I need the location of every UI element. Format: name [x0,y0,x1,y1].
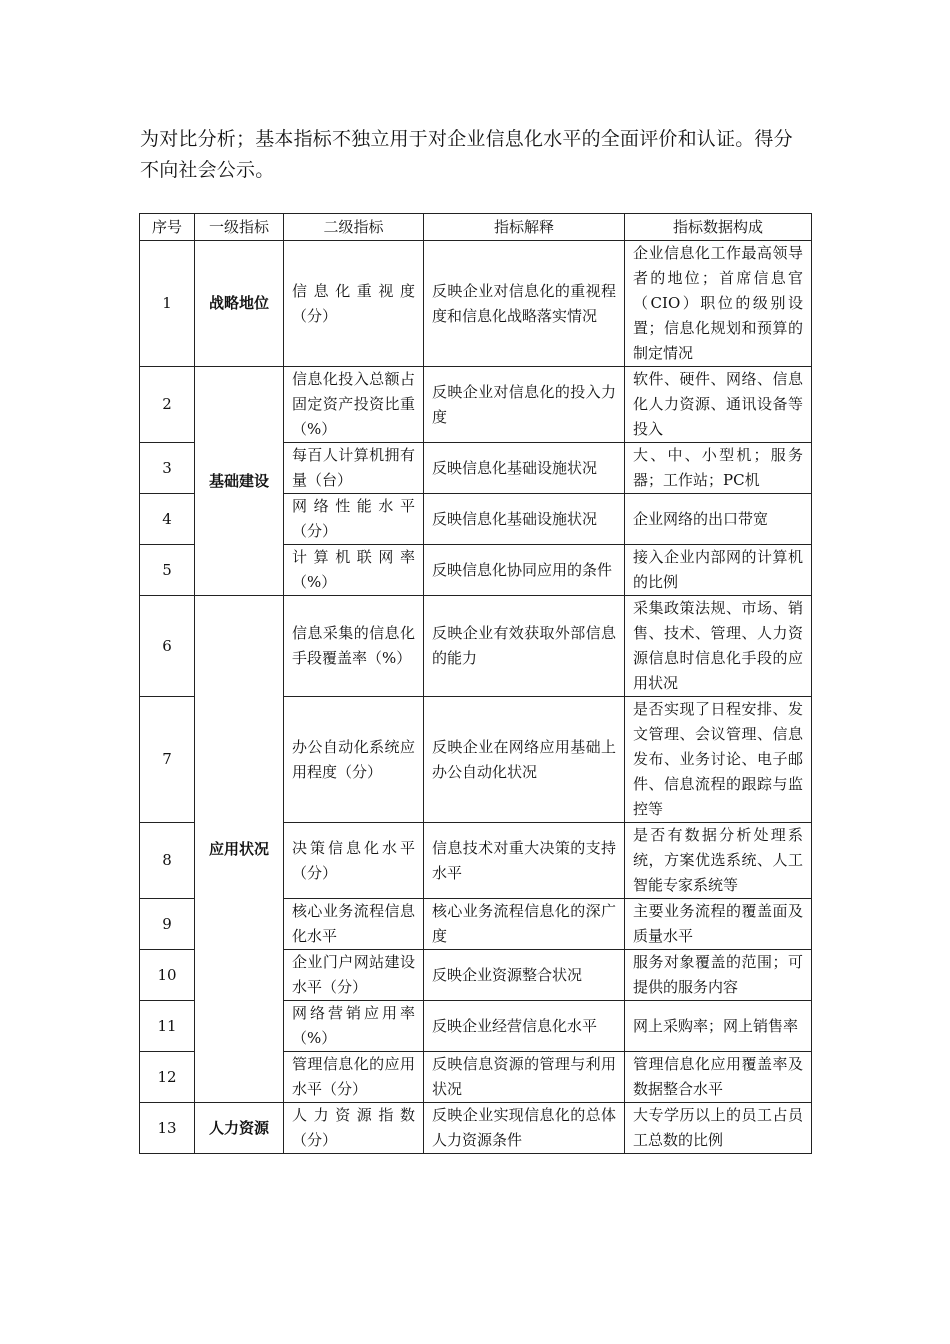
level2-indicator: 人力资源指数（分） [284,1103,424,1154]
header-level1: 一级指标 [195,214,284,241]
indicator-data: 大专学历以上的员工占员工总数的比例 [625,1103,812,1154]
row-number: 4 [140,494,195,545]
row-number: 9 [140,899,195,950]
indicator-data: 服务对象覆盖的范围；可提供的服务内容 [625,950,812,1001]
indicator-description: 反映信息化基础设施状况 [424,494,625,545]
indicator-description: 反映企业资源整合状况 [424,950,625,1001]
table-header-row [140,214,812,241]
header-level2: 二级指标 [284,214,424,241]
intro-line-2: 不向社会公示。 [140,159,275,181]
indicator-description: 反映企业对信息化的重视程度和信息化战略落实情况 [424,241,625,367]
indicator-description: 核心业务流程信息化的深广度 [424,899,625,950]
level2-indicator: 企业门户网站建设水平（分） [284,950,424,1001]
header-description: 指标解释 [424,214,625,241]
table-row [140,367,812,443]
row-number: 12 [140,1052,195,1103]
indicator-data: 采集政策法规、市场、销售、技术、管理、人力资源信息时信息化手段的应用状况 [625,596,812,697]
table-row [140,1103,812,1154]
indicator-data: 是否有数据分析处理系统，方案优选系统、人工智能专家系统等 [625,823,812,899]
row-number: 11 [140,1001,195,1052]
row-number: 6 [140,596,195,697]
indicator-description: 反映企业经营信息化水平 [424,1001,625,1052]
level2-indicator: 网络性能水平（分） [284,494,424,545]
group-label: 人力资源 [195,1103,284,1154]
indicator-data: 管理信息化应用覆盖率及数据整合水平 [625,1052,812,1103]
row-number: 13 [140,1103,195,1154]
indicator-description: 反映企业有效获取外部信息的能力 [424,596,625,697]
level2-indicator: 决策信息化水平（分） [284,823,424,899]
table-row [140,241,812,367]
indicator-data: 接入企业内部网的计算机的比例 [625,545,812,596]
indicator-description: 反映信息化基础设施状况 [424,443,625,494]
indicator-description: 反映企业对信息化的投入力度 [424,367,625,443]
row-number: 8 [140,823,195,899]
group-label: 战略地位 [195,241,284,367]
level2-indicator: 办公自动化系统应用程度（分） [284,697,424,823]
indicator-description: 反映信息化协同应用的条件 [424,545,625,596]
header-data-composition: 指标数据构成 [625,214,812,241]
row-number: 5 [140,545,195,596]
level2-indicator: 管理信息化的应用水平（分） [284,1052,424,1103]
level2-indicator: 核心业务流程信息化水平 [284,899,424,950]
indicator-description: 反映企业实现信息化的总体人力资源条件 [424,1103,625,1154]
level2-indicator: 信息化投入总额占固定资产投资比重（%） [284,367,424,443]
indicator-data: 网上采购率；网上销售率 [625,1001,812,1052]
group-label: 基础建设 [195,367,284,596]
header-no: 序号 [140,214,195,241]
row-number: 1 [140,241,195,367]
row-number: 10 [140,950,195,1001]
indicator-description: 信息技术对重大决策的支持水平 [424,823,625,899]
indicator-data: 企业网络的出口带宽 [625,494,812,545]
level2-indicator: 计算机联网率（%） [284,545,424,596]
indicator-data: 软件、硬件、网络、信息化人力资源、通讯设备等投入 [625,367,812,443]
level2-indicator: 信息化重视度（分） [284,241,424,367]
table-row [140,596,812,697]
indicator-description: 反映信息资源的管理与利用状况 [424,1052,625,1103]
intro-paragraph [140,124,820,186]
indicator-data: 大、中、小型机；服务器；工作站；PC机 [625,443,812,494]
indicator-table [139,213,812,1154]
level2-indicator: 每百人计算机拥有量（台） [284,443,424,494]
row-number: 3 [140,443,195,494]
level2-indicator: 网络营销应用率（%） [284,1001,424,1052]
group-label: 应用状况 [195,596,284,1103]
level2-indicator: 信息采集的信息化手段覆盖率（%） [284,596,424,697]
intro-line-1: 为对比分析；基本指标不独立用于对企业信息化水平的全面评价和认证。得分 [140,128,793,150]
indicator-data: 是否实现了日程安排、发文管理、会议管理、信息发布、业务讨论、电子邮件、信息流程的跟踪与监控等 [625,697,812,823]
indicator-data: 主要业务流程的覆盖面及质量水平 [625,899,812,950]
row-number: 2 [140,367,195,443]
indicator-data: 企业信息化工作最高领导者的地位；首席信息官（CIO）职位的级别设置；信息化规划和预算的制定情况 [625,241,812,367]
row-number: 7 [140,697,195,823]
indicator-description: 反映企业在网络应用基础上办公自动化状况 [424,697,625,823]
